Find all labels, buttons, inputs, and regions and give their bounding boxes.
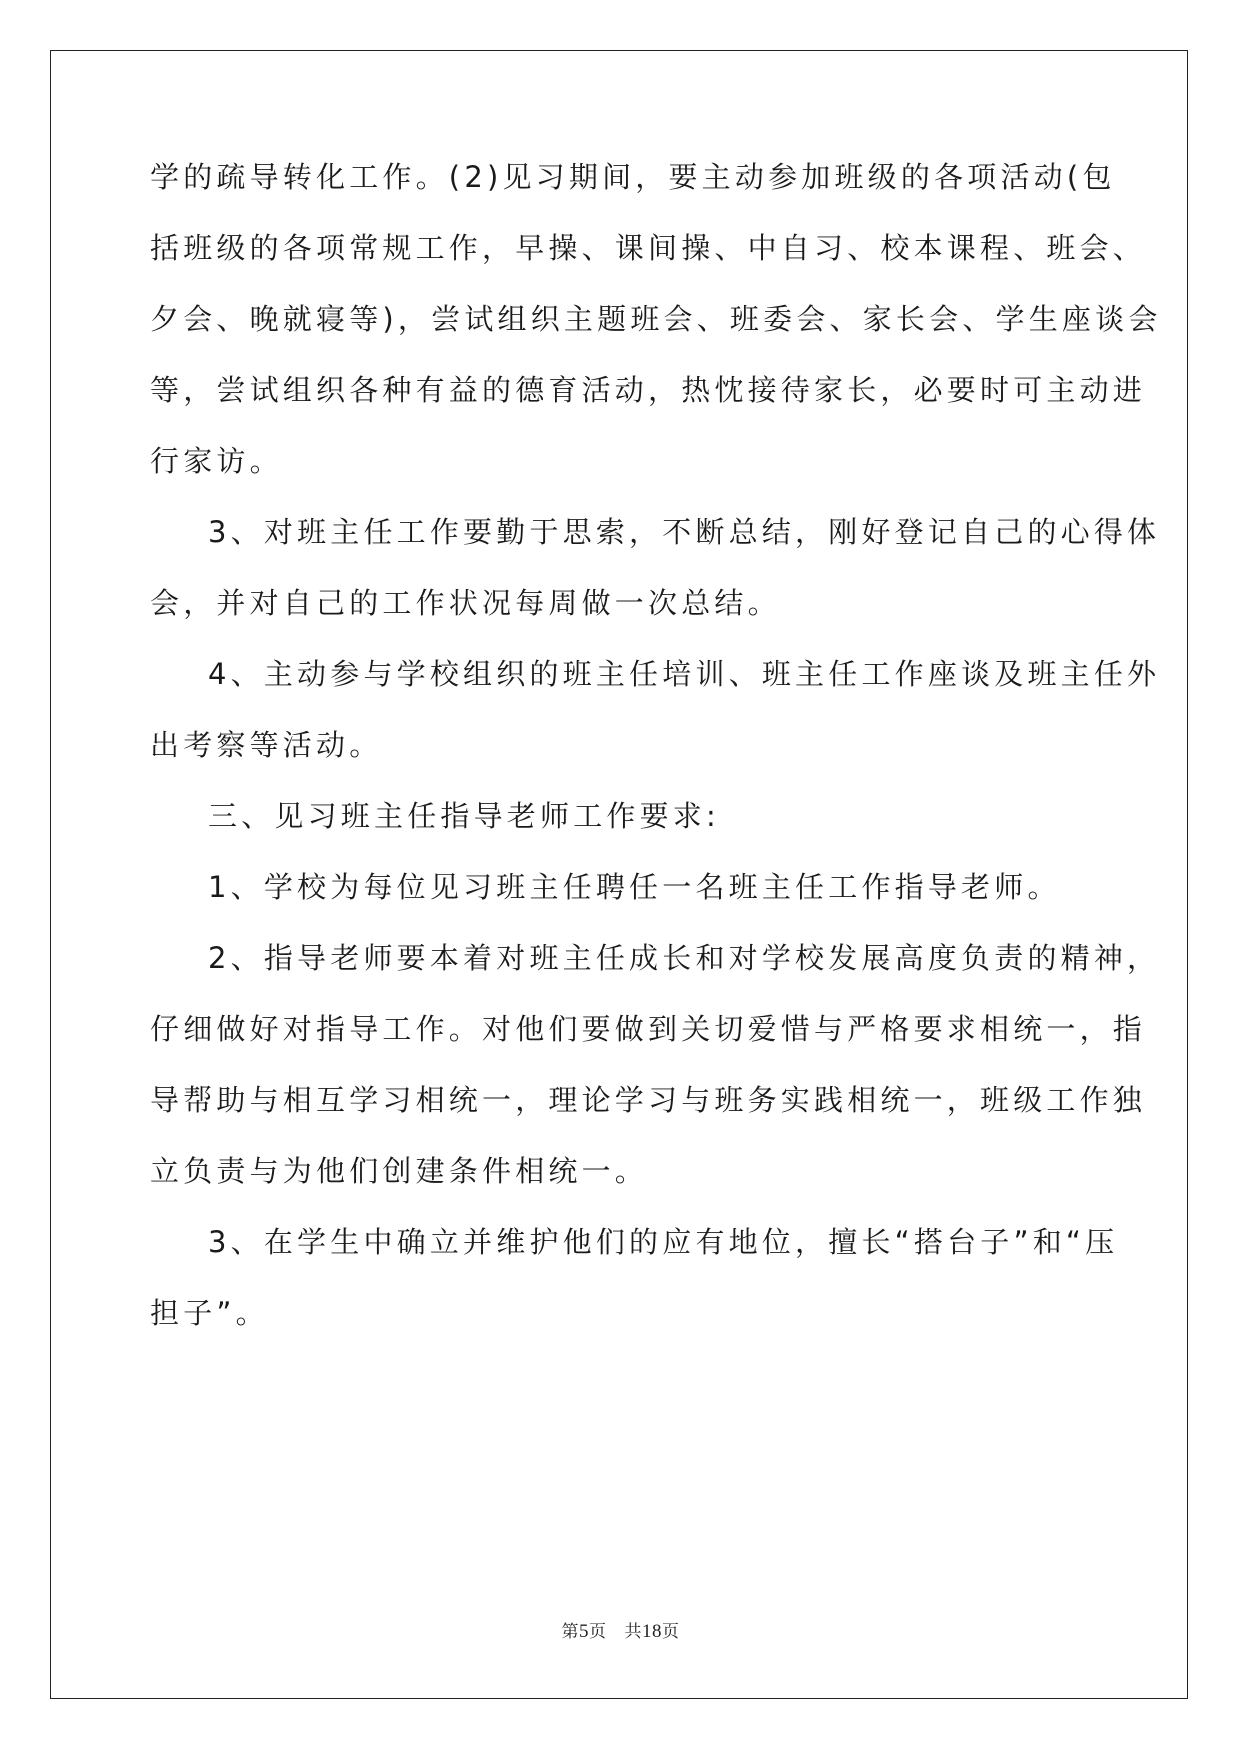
page-suffix: 页 — [589, 1622, 607, 1642]
text-line: 担子”。 — [150, 1296, 269, 1330]
text-line: 仔细做好对指导工作。对他们要做到关切爱惜与严格要求相统一，指 — [150, 1012, 1147, 1046]
paragraph-start-line: 3、对班主任工作要勤于思索，不断总结，刚好登记自己的心得体 — [208, 515, 1161, 549]
page-prefix: 第 — [561, 1622, 579, 1642]
text-line: 学的疏导转化工作。(2)见习期间，要主动参加班级的各项活动(包 — [150, 160, 1116, 194]
text-line: 会，并对自己的工作状况每周做一次总结。 — [150, 586, 781, 620]
text-line: 括班级的各项常规工作，早操、课间操、中自习、校本课程、班会、 — [150, 231, 1147, 265]
paragraph-start-line: 3、在学生中确立并维护他们的应有地位，擅长“搭台子”和“压 — [208, 1225, 1119, 1259]
section-heading: 三、见习班主任指导老师工作要求: — [208, 799, 720, 833]
current-page-number: 5 — [579, 1621, 589, 1642]
text-line: 夕会、晚就寝等)，尝试组织主题班会、班委会、家长会、学生座谈会 — [150, 302, 1162, 336]
total-prefix: 共 — [624, 1622, 642, 1642]
text-line: 等，尝试组织各种有益的德育活动，热忱接待家长，必要时可主动进 — [150, 373, 1147, 407]
text-line: 行家访。 — [150, 444, 283, 478]
text-line: 导帮助与相互学习相统一，理论学习与班务实践相统一，班级工作独 — [150, 1083, 1147, 1117]
total-page-count: 18 — [642, 1621, 662, 1642]
page-footer — [0, 1617, 1241, 1643]
text-line: 出考察等活动。 — [150, 728, 383, 762]
paragraph-start-line: 2、指导老师要本着对班主任成长和对学校发展高度负责的精神， — [208, 941, 1161, 975]
paragraph-start-line: 4、主动参与学校组织的班主任培训、班主任工作座谈及班主任外 — [208, 657, 1161, 691]
paragraph-start-line: 1、学校为每位见习班主任聘任一名班主任工作指导老师。 — [208, 870, 1061, 904]
text-line: 立负责与为他们创建条件相统一。 — [150, 1154, 649, 1188]
total-suffix: 页 — [662, 1622, 680, 1642]
